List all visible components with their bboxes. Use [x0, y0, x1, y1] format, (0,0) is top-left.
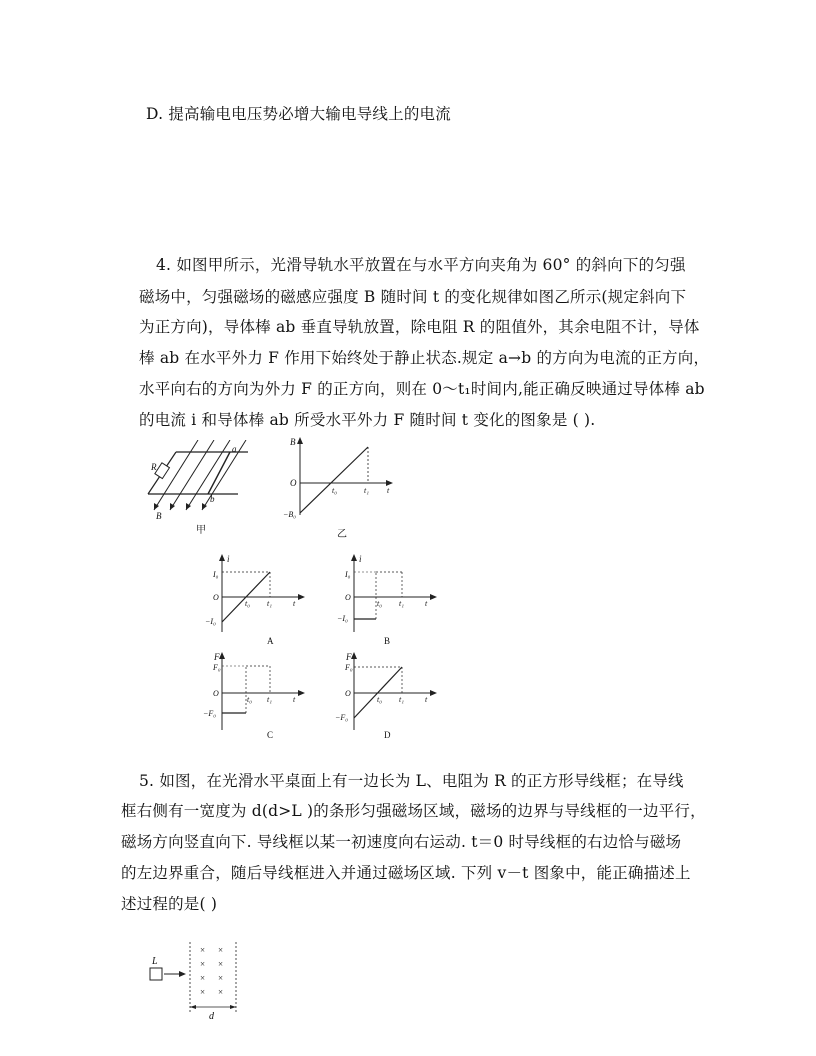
q5-line-5: 述过程的是( ) [121, 895, 218, 913]
c-t1: t₁ [267, 695, 273, 704]
caption-c: C [267, 730, 274, 740]
q4-line-3: 为正方向)，导体棒 ab 垂直导轨放置，除电阻 R 的阻值外，其余电阻不计，导体 [139, 318, 700, 336]
label-L: L [152, 956, 158, 967]
label-a: a [232, 444, 237, 454]
option-b-graph [332, 552, 442, 647]
cross: × [218, 973, 224, 983]
figure-yi [282, 435, 402, 545]
b-t: t [425, 599, 428, 608]
yi-origin: O [290, 478, 297, 488]
d-ylabel: F [346, 652, 352, 662]
q5-line-3: 磁场方向竖直向下. 导线框以某一初速度向右运动. t＝0 时导线框的右边恰与磁场 [121, 833, 682, 851]
b-t1: t₁ [399, 599, 405, 608]
caption-d: D [384, 730, 391, 740]
d-t0: t₀ [377, 695, 383, 704]
a-t1: t₁ [267, 599, 273, 608]
caption-a: A [267, 636, 274, 646]
q5-line-1: 5. 如图，在光滑水平桌面上有一边长为 L、电阻为 R 的正方形导线框；在导线 [139, 772, 684, 790]
cross: × [200, 945, 206, 955]
q4-line-5: 水平向右的方向为外力 F 的正方向，则在 0～t₁时间内,能正确反映通过导体棒 ab [139, 380, 705, 398]
yi-ylabel: B [290, 437, 296, 447]
b-pos: I₀ [345, 570, 351, 579]
cross: × [218, 959, 224, 969]
b-t0: t₀ [377, 599, 383, 608]
q4-line-6: 的电流 i 和导体棒 ab 所受水平外力 F 随时间 t 变化的图象是 ( ). [139, 411, 596, 429]
d-t1: t₁ [399, 695, 405, 704]
q5-line-4: 的左边界重合，随后导线框进入并通过磁场区域. 下列 v－t 图象中，能正确描述上 [121, 864, 691, 882]
c-origin: O [213, 689, 219, 698]
caption-yi: 乙 [337, 529, 347, 540]
cross: × [218, 945, 224, 955]
a-t0: t₀ [245, 599, 251, 608]
c-neg: −F₀ [203, 709, 217, 718]
c-ylabel: F [214, 652, 220, 662]
a-ylabel: i [227, 554, 230, 564]
q4-line-1: 4. 如图甲所示，光滑导轨水平放置在与水平方向夹角为 60° 的斜向下的匀强 [156, 256, 686, 274]
q4-line-2: 磁场中，匀强磁场的磁感应强度 B 随时间 t 的变化规律如图乙所示(规定斜向下 [139, 288, 687, 306]
caption-b: B [384, 636, 391, 646]
option-d: D. 提高输电电压势必增大输电导线上的电流 [146, 105, 451, 123]
yi-t1: t₁ [364, 486, 370, 495]
q5-line-2: 框右侧有一宽度为 d(d>L )的条形匀强磁场区域，磁场的边界与导线框的一边平行， [121, 802, 706, 820]
b-origin: O [345, 593, 351, 602]
d-neg: −F₀ [335, 713, 349, 722]
yi-neg: −B₀ [283, 510, 297, 519]
cross: × [218, 987, 224, 997]
cross: × [200, 959, 206, 969]
cross: × [200, 987, 206, 997]
cross: × [200, 973, 206, 983]
a-neg: −I₀ [205, 617, 216, 626]
a-t: t [293, 599, 296, 608]
label-d: d [209, 1011, 214, 1022]
caption-jia: 甲 [196, 525, 206, 536]
figure-q5 [140, 940, 250, 1025]
a-origin: O [213, 593, 219, 602]
d-t: t [425, 695, 428, 704]
option-d-graph [332, 650, 442, 745]
a-pos: I₀ [213, 570, 219, 579]
field-crosses [200, 945, 223, 997]
b-ylabel: i [359, 554, 362, 564]
c-pos: F₀ [213, 663, 221, 672]
option-c-graph [200, 650, 310, 745]
yi-t0: t₀ [332, 486, 338, 495]
option-a-graph [200, 552, 310, 647]
figure-jia [138, 440, 268, 540]
c-t0: t₀ [247, 695, 253, 704]
b-neg: −I₀ [337, 614, 348, 623]
c-t: t [293, 695, 296, 704]
label-B: B [156, 511, 162, 521]
q4-line-4: 棒 ab 在水平外力 F 作用下始终处于静止状态.规定 a→b 的方向为电流的正方向， [139, 349, 710, 367]
yi-t: t [387, 486, 390, 495]
label-R: R [151, 462, 157, 472]
label-b: b [210, 494, 215, 504]
d-pos: F₀ [345, 663, 353, 672]
d-origin: O [345, 689, 351, 698]
